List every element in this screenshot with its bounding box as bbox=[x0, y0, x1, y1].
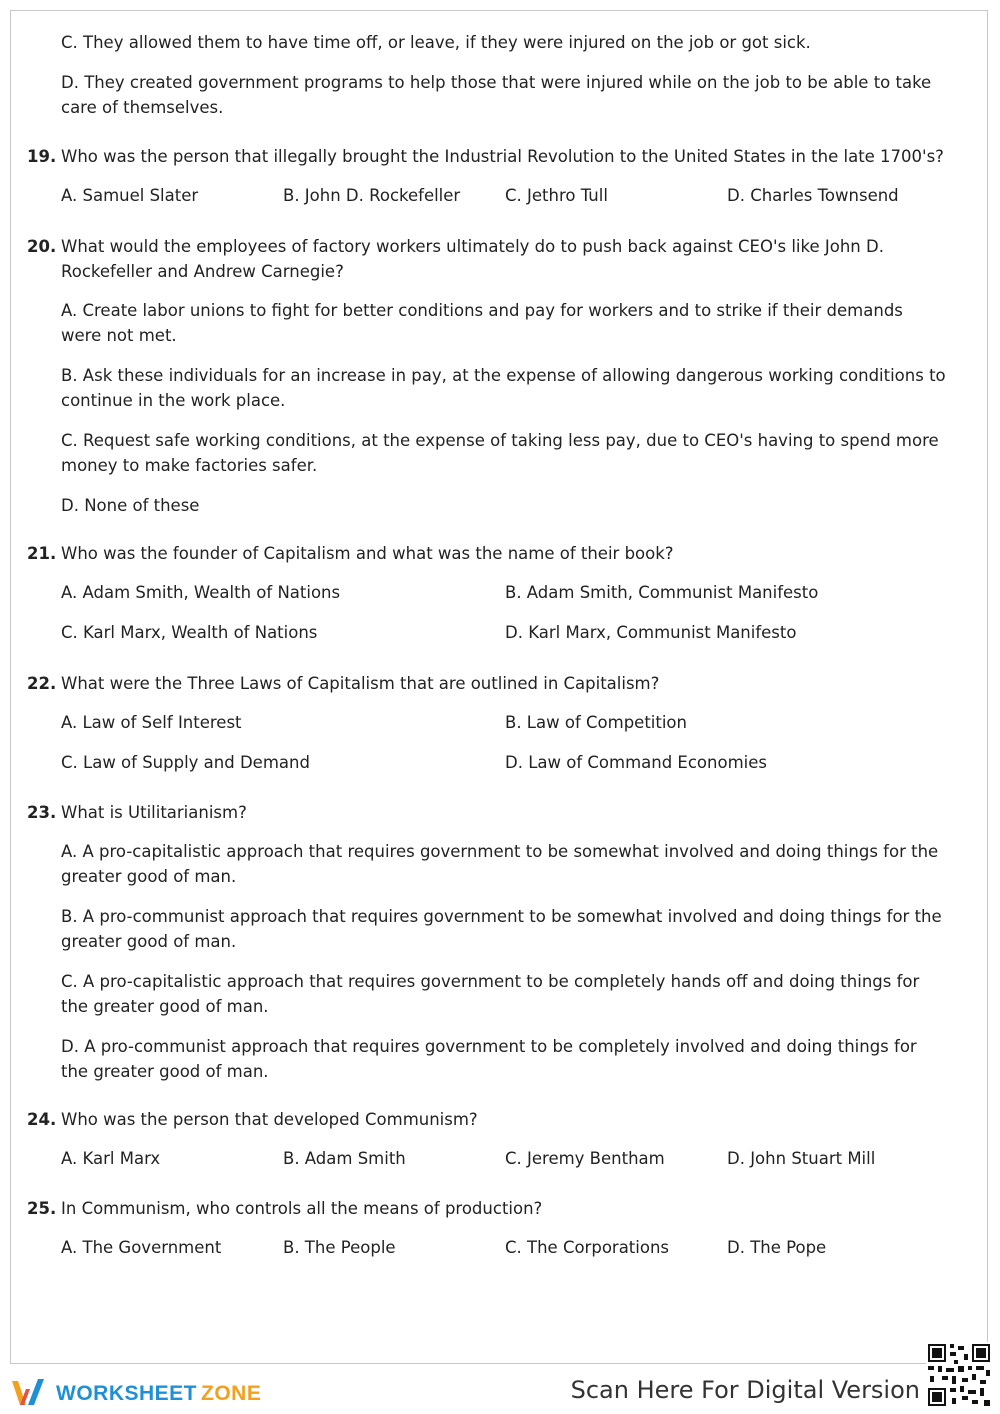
scan-text: Scan Here For Digital Version bbox=[570, 1376, 920, 1404]
option-d: D. A pro-communist approach that requires government to be completely involved and doing things for the greater good of man. bbox=[61, 1037, 917, 1081]
option-c: C. A pro-capitalistic approach that requires government to be completely hands off and doing things for the greater good of man. bbox=[61, 972, 920, 1016]
option-d: D. They created government programs to help those that were injured while on the job to be able to take care of themselves. bbox=[61, 73, 932, 117]
question-text: In Communism, who controls all the means of production? bbox=[61, 1199, 543, 1218]
worksheet-zone-logo bbox=[10, 1376, 261, 1410]
option-c: C. Karl Marx, Wealth of Nations bbox=[61, 623, 318, 642]
question-number: 25. bbox=[27, 1199, 57, 1218]
question-text: What were the Three Laws of Capitalism that are outlined in Capitalism? bbox=[61, 674, 660, 693]
option-d: D. John Stuart Mill bbox=[727, 1149, 876, 1168]
option-a: A. Law of Self Interest bbox=[61, 713, 242, 732]
question-number: 21. bbox=[27, 544, 57, 563]
option-a: A. The Government bbox=[61, 1238, 222, 1257]
question-number: 24. bbox=[27, 1110, 57, 1129]
option-b: B. Ask these individuals for an increase in pay, at the expense of allowing dangerous working conditions to continue in the work place. bbox=[61, 366, 946, 410]
option-d: D. Law of Command Economies bbox=[505, 753, 767, 772]
option-b: B. Law of Competition bbox=[505, 713, 687, 732]
option-a: A. Create labor unions to fight for better conditions and pay for workers and to strike if their demands were not met. bbox=[61, 301, 903, 345]
question-21 bbox=[27, 541, 947, 645]
options-list bbox=[61, 183, 947, 208]
option-b: B. The People bbox=[283, 1238, 396, 1257]
qr-code-icon[interactable] bbox=[926, 1342, 992, 1408]
question-text: What is Utilitarianism? bbox=[61, 803, 247, 822]
option-d: D. The Pope bbox=[727, 1238, 827, 1257]
question-22 bbox=[27, 671, 947, 775]
options-list bbox=[61, 710, 947, 775]
option-a: A. A pro-capitalistic approach that requires government to be somewhat involved and doing things for the greater good of man. bbox=[61, 842, 939, 886]
option-c: C. Request safe working conditions, at the expense of taking less pay, due to CEO's having to spend more money to make factories safer. bbox=[61, 431, 939, 475]
question-19 bbox=[27, 144, 947, 208]
options-list bbox=[61, 1146, 947, 1171]
options-list bbox=[61, 839, 947, 1084]
continued-options bbox=[61, 30, 941, 135]
logo-word-worksheet: WORKSHEET bbox=[56, 1381, 197, 1405]
question-number: 22. bbox=[27, 674, 57, 693]
options-list bbox=[61, 298, 947, 518]
option-d: D. Karl Marx, Communist Manifesto bbox=[505, 623, 797, 642]
option-b: B. Adam Smith bbox=[283, 1149, 406, 1168]
question-number: 19. bbox=[27, 147, 57, 166]
question-text: Who was the person that developed Communism? bbox=[61, 1110, 478, 1129]
options-list bbox=[61, 580, 947, 645]
option-b: B. John D. Rockefeller bbox=[283, 186, 461, 205]
question-20 bbox=[27, 234, 947, 533]
option-d: D. Charles Townsend bbox=[727, 186, 899, 205]
logo-w-icon bbox=[10, 1377, 48, 1409]
option-b: B. Adam Smith, Communist Manifesto bbox=[505, 583, 819, 602]
option-c: C. Law of Supply and Demand bbox=[61, 753, 310, 772]
option-a: A. Samuel Slater bbox=[61, 186, 199, 205]
options-list bbox=[61, 1235, 947, 1260]
question-text: Who was the founder of Capitalism and what was the name of their book? bbox=[61, 544, 674, 563]
option-c: C. They allowed them to have time off, or leave, if they were injured on the job or got sick. bbox=[61, 33, 811, 52]
option-d: D. None of these bbox=[61, 496, 200, 515]
logo-word-zone: ZONE bbox=[201, 1381, 262, 1405]
option-c: C. Jethro Tull bbox=[505, 186, 608, 205]
question-text: What would the employees of factory workers ultimately do to push back against CEO's like John D. Rockefeller and Andrew Carnegie? bbox=[61, 237, 884, 281]
question-number: 20. bbox=[27, 237, 57, 256]
option-b: B. A pro-communist approach that requires government to be somewhat involved and doing things for the greater good of man. bbox=[61, 907, 942, 951]
question-number: 23. bbox=[27, 803, 57, 822]
option-c: C. The Corporations bbox=[505, 1238, 670, 1257]
question-23 bbox=[27, 800, 947, 1099]
question-25 bbox=[27, 1196, 947, 1260]
option-a: A. Adam Smith, Wealth of Nations bbox=[61, 583, 341, 602]
option-a: A. Karl Marx bbox=[61, 1149, 161, 1168]
option-c: C. Jeremy Bentham bbox=[505, 1149, 665, 1168]
question-24 bbox=[27, 1107, 947, 1171]
question-text: Who was the person that illegally brought the Industrial Revolution to the United States in the late 1700's? bbox=[61, 147, 944, 166]
